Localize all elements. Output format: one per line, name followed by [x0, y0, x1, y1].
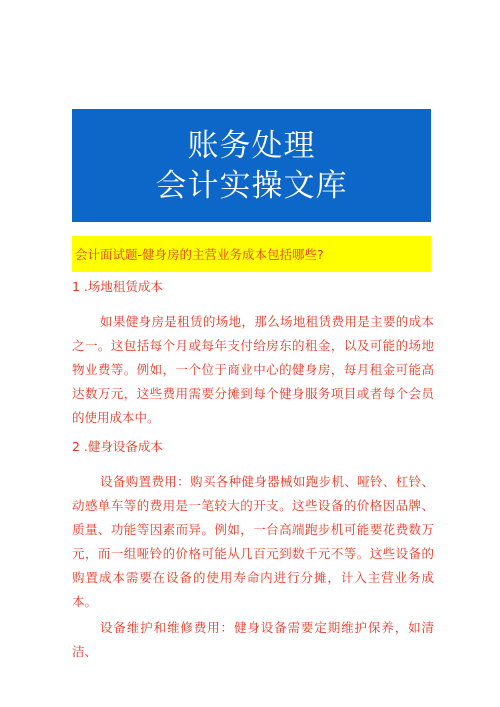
banner-title-line1: 账务处理	[187, 127, 316, 164]
section-heading-2: 2 .健身设备成本	[72, 439, 163, 454]
section-heading-1: 1 .场地租赁成本	[72, 279, 163, 294]
section-2-paragraph-2: 设备维护和维修费用：健身设备需要定期维护保养，如清洁、	[72, 620, 434, 659]
title-banner	[72, 109, 431, 222]
section-1-paragraph-1: 如果健身房是租赁的场地，那么场地租赁费用是主要的成本之一。这包括每个月或每年支付给房东的租金，以及可能的场地物业费等。例如，一个位于商业中心的健身房，每月租金可能高达数万元，这些费用需要分摊到每个健身服务项目或者每个会员的使用成本中。	[72, 314, 434, 425]
question-heading: 会计面试题-健身房的主营业务成本包括哪些?	[72, 236, 431, 272]
banner-title-line2: 会计实操文库	[155, 167, 348, 204]
document-body	[72, 276, 434, 664]
section-2-paragraph-1: 设备购置费用：购买各种健身器械如跑步机、哑铃、杠铃、动感单车等的费用是一笔较大的开支。这些设备的价格因品牌、质量、功能等因素而异。例如，一台高端跑步机可能要花费数万元，而一组哑铃的价格可能从几百元到数千元不等。这些设备的购置成本需要在设备的使用寿命内进行分摊，计入主营业务成本。	[72, 474, 434, 609]
